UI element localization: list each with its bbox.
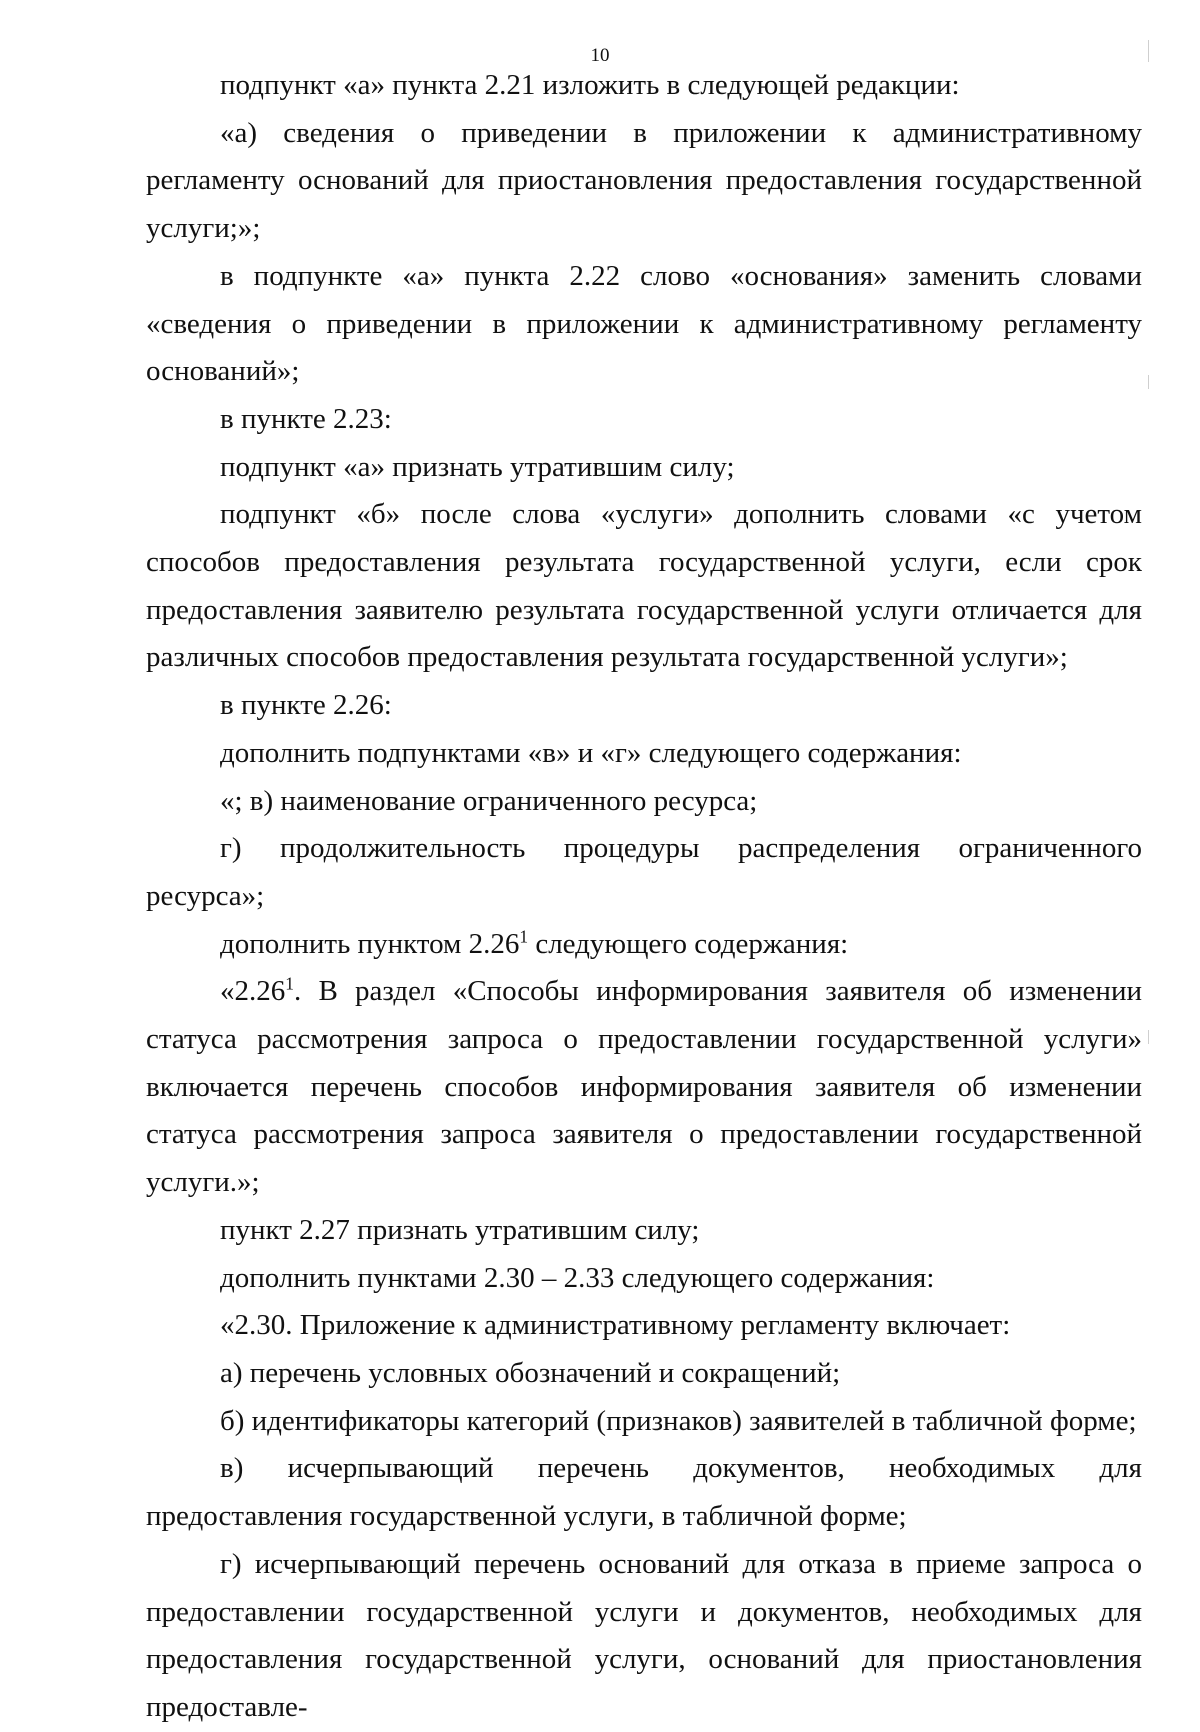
paragraph: подпункт «а» пункта 2.21 изложить в следующей редакции: xyxy=(220,69,960,101)
paragraph xyxy=(146,921,1142,969)
paragraph: подпункт «б» после слова «услуги» дополнить словами «с учетом способов предоставления результата государственной услуги, если срок предоставления заявителю результата государственной услуги отличается для различных способов предоставления результата государственной услуги»; xyxy=(146,498,1142,674)
scan-mark xyxy=(1148,1030,1149,1044)
document-body xyxy=(146,62,1142,1732)
paragraph: в) исчерпывающий перечень документов, необходимых для предоставления государственной услуги, в табличной форме; xyxy=(146,1452,1142,1533)
paragraph: дополнить подпунктами «в» и «г» следующего содержания: xyxy=(220,736,962,769)
paragraph: в пункте 2.23: xyxy=(220,402,392,435)
paragraph-text: «2.26 xyxy=(220,975,286,1008)
paragraph: г) исчерпывающий перечень оснований для отказа в приеме запроса о предоставлении государственной услуги и документов, необходимых для предоставления государственной услуги, оснований для приостановления предоставле- xyxy=(146,1547,1142,1723)
paragraph xyxy=(146,968,1142,1207)
paragraph: дополнить пунктами 2.30 – 2.33 следующего содержания: xyxy=(220,1261,935,1294)
superscript: 1 xyxy=(285,973,294,994)
paragraph: а) перечень условных обозначений и сокращений; xyxy=(220,1356,841,1389)
paragraph: «; в) наименование ограниченного ресурса; xyxy=(220,784,758,817)
paragraph: «а) сведения о приведении в приложении к административному регламенту оснований для приостановления предоставления государственной услуги;»; xyxy=(146,116,1142,245)
paragraph: б) идентификаторы категорий (признаков) заявителей в табличной форме; xyxy=(220,1404,1137,1437)
page-number: 10 xyxy=(590,45,610,66)
superscript: 1 xyxy=(519,926,529,946)
scan-mark xyxy=(1148,40,1149,62)
paragraph: в пункте 2.26: xyxy=(220,689,392,722)
paragraph-text: следующего содержания: xyxy=(528,927,849,960)
scan-mark xyxy=(1148,375,1149,389)
paragraph: пункт 2.27 признать утратившим силу; xyxy=(220,1213,700,1246)
paragraph: «2.30. Приложение к административному регламенту включает: xyxy=(220,1309,1011,1342)
paragraph-text: . В раздел «Способы информирования заявителя об изменении статуса рассмотрения запроса о предоставлении государственной услуги» включается перечень способов информирования заявителя об изменении статуса рассмотрения запроса заявителя о предоставлении государственной услуги.»; xyxy=(146,975,1142,1199)
paragraph: г) продолжительность процедуры распределения ограниченного ресурса»; xyxy=(146,832,1142,912)
paragraph-text: дополнить пунктом 2.26 xyxy=(220,927,520,960)
paragraph: в подпункте «а» пункта 2.22 слово «основания» заменить словами «сведения о приведении в приложении к административному регламенту оснований»; xyxy=(146,259,1142,388)
paragraph: подпункт «а» признать утратившим силу; xyxy=(220,450,735,483)
